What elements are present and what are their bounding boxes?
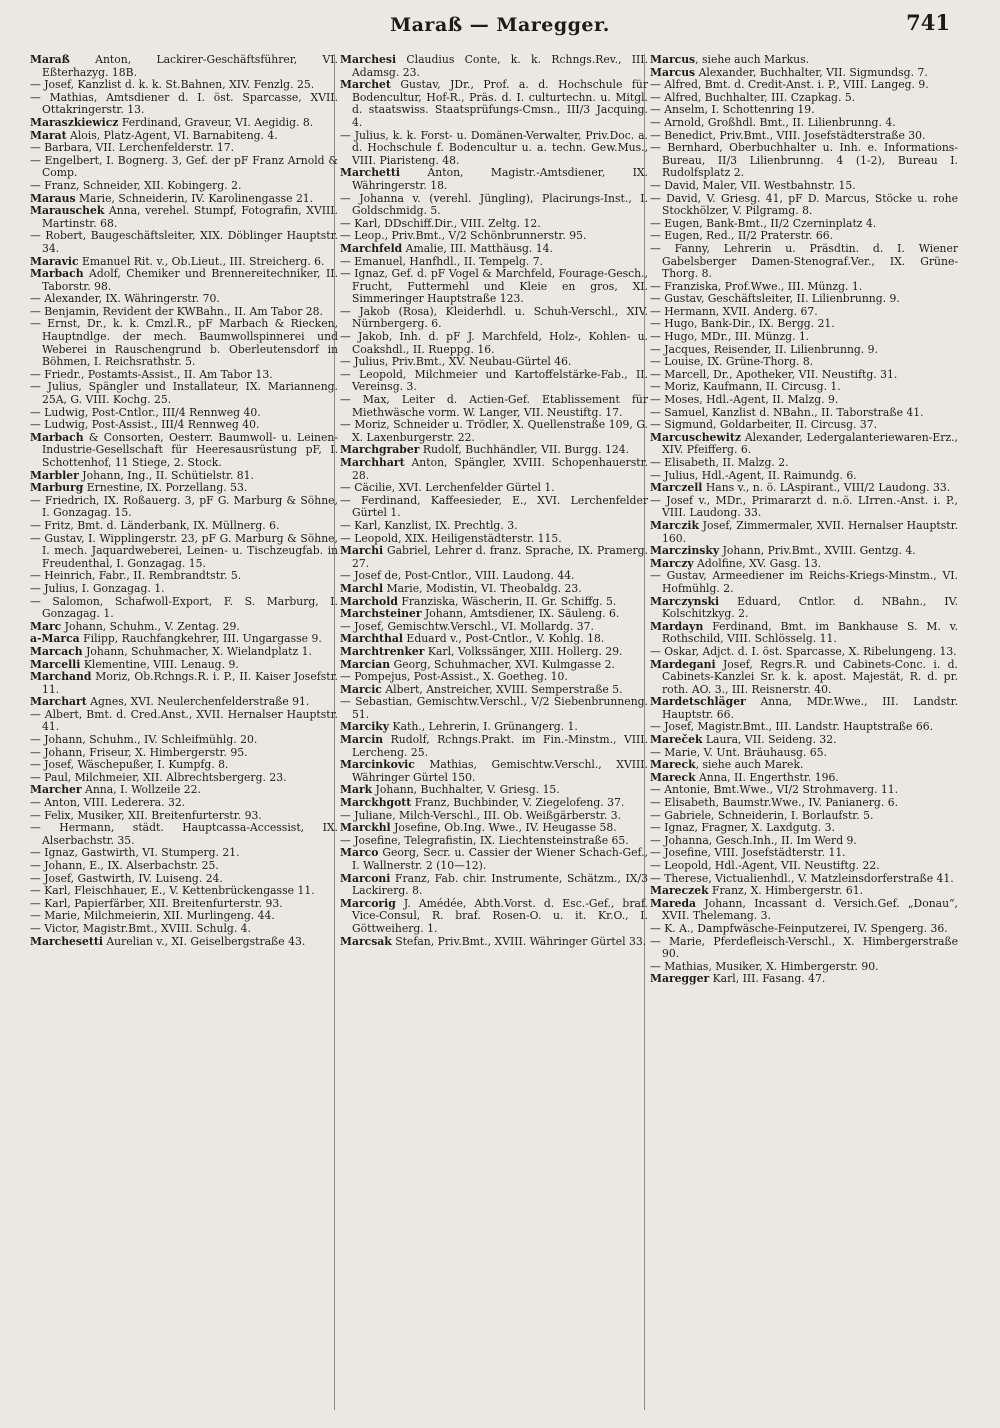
entry-details: — Elisabeth, II. Malzg. 2. — [650, 456, 789, 469]
entry-details: — Ignaz, Fragner, X. Laxdgutg. 3. — [650, 821, 835, 835]
entry-details: Karl, III. Fasang. 47. — [709, 972, 826, 986]
entry-details: Georg, Secr. u. Cassier der Wiener Schach-Gef., I. Wallnerstr. 2 (10—12). — [352, 846, 648, 872]
entry-details: — Benedict, Priv.Bmt., VIII. Josefstädterstraße 30. — [650, 128, 926, 142]
entry-surname: Maraß — [30, 53, 70, 66]
entry-details: — K. A., Dampfwäsche-Feinputzerei, IV. Spengerg. 36. — [650, 921, 948, 935]
directory-entry — [340, 457, 648, 482]
directory-entry — [340, 873, 648, 898]
entry-surname: Marcach — [30, 644, 83, 658]
entry-details: — Julius, I. Gonzagag. 1. — [30, 581, 165, 595]
entry-details: — Ludwig, Post-Assist., III/4 Rennweg 40. — [30, 418, 260, 432]
entry-details: — Alexander, IX. Währingerstr. 70. — [30, 292, 220, 306]
entry-details: — Josefine, VIII. Josefstädterstr. 11. — [650, 846, 846, 860]
entry-details: Klementine, VIII. Lenaug. 9. — [80, 657, 239, 671]
entry-surname: Marchold — [340, 594, 398, 608]
entry-details: — Hugo, MDr., III. Münzg. 1. — [650, 330, 810, 344]
entry-surname: Maraus — [30, 191, 76, 205]
directory-entry — [30, 92, 338, 117]
entry-details: — Julius, k. k. Forst- u. Domänen-Verwalter, Priv.Doc. a. d. Hochschule f. Bodencultur u. a. techn. Gew.Mus., VIII. Piaristeng. 48. — [340, 128, 648, 167]
entry-details: Josefine, Ob.Ing. Wwe., IV. Heugasse 58. — [390, 821, 617, 835]
directory-entry — [340, 394, 648, 419]
entry-details: — Jakob, Inh. d. pF J. Marchfeld, Holz-, Kohlen- u. Coakshdl., II. Rueppg. 16. — [340, 330, 648, 356]
directory-entry — [30, 495, 338, 520]
entry-surname: Marcus — [650, 53, 696, 66]
directory-entry — [340, 369, 648, 394]
entry-surname: Marcic — [340, 682, 382, 696]
entry-details: — Max, Leiter d. Actien-Gef. Etablissement für Miethwäsche vorm. W. Langer, VII. Neustiftg. 17. — [340, 393, 648, 419]
directory-entry — [30, 936, 338, 949]
entry-details: — Josefine, Telegrafistin, IX. Liechtensteinstraße 65. — [340, 833, 629, 847]
entry-details: — Leopold, Hdl.-Agent, VII. Neustiftg. 22. — [650, 859, 880, 872]
entry-details: Eduard, Cntlor. d. NBahn., IV. Kolschitzkyg. 2. — [662, 594, 958, 621]
entry-details: — Josef, Kanzlist d. k. k. St.Bahnen, XIV. Fenzlg. 25. — [30, 78, 315, 92]
entry-details: — Ignaz, Gastwirth, VI. Stumperg. 21. — [30, 846, 240, 860]
entry-details: Johann, Ing., II. Schütielstr. 81. — [78, 468, 254, 482]
entry-details: J. Amédée, Abth.Vorst. d. Esc.-Gef., braf. Vice-Consul, R. braf. Rosen-O. u. it. Kr.O., I. Göttweiherg. 1. — [352, 896, 648, 935]
entry-surname: Marcorig — [340, 896, 396, 910]
directory-entry — [30, 822, 338, 847]
entry-surname: Mardegani — [650, 657, 716, 671]
entry-details: , siehe auch Markus. — [695, 53, 810, 66]
entry-details: Filipp, Rauchfangkehrer, III. Ungargasse 9. — [79, 632, 322, 646]
entry-surname: Marcuschewitz — [650, 430, 741, 444]
entry-details: Laura, VII. Seideng. 32. — [702, 733, 837, 747]
entry-surname: Marcelli — [30, 657, 81, 671]
entry-details: — Karl, Kanzlist, IX. Prechtlg. 3. — [340, 518, 518, 532]
entry-details: — Paul, Milchmeier, XII. Albrechtsbergerg. 23. — [30, 770, 287, 784]
entry-surname: Marco — [340, 846, 379, 860]
directory-entry — [650, 936, 958, 961]
directory-entry — [340, 331, 648, 356]
entry-details: Claudius Conte, k. k. Rchngs.Rev., III. Adamsg. 23. — [352, 53, 648, 79]
entry-details: — Marie, Pferdefleisch-Verschl., X. Himbergerstraße 90. — [650, 934, 958, 961]
entry-surname: Marczy — [650, 556, 694, 570]
entry-surname: Marcian — [340, 657, 391, 671]
entry-surname: Mareczek — [650, 884, 709, 898]
entry-details: — Oskar, Adjct. d. I. öst. Sparcasse, X. Ribelungeng. 13. — [650, 644, 957, 658]
entry-details: — Sebastian, Gemischtw.Verschl., V/2 Siebenbrunneng. 51. — [340, 695, 648, 721]
directory-entry — [340, 759, 648, 784]
entry-details: — Leop., Priv.Bmt., V/2 Schönbrunnerstr. 95. — [340, 229, 587, 243]
entry-surname: Marciky — [340, 720, 390, 734]
entry-details: Albert, Anstreicher, XVIII. Semperstraße 5. — [381, 682, 623, 696]
directory-entry — [340, 130, 648, 168]
entry-details: Agnes, XVI. Neulerchenfelderstraße 91. — [86, 695, 310, 709]
directory-entry — [340, 936, 648, 949]
entry-details: — Gustav, I. Wipplingerstr. 23, pF G. Marburg & Söhne, I. mech. Jaquardweberei, Leinen- u. Tischzeugfab. in Freudenthal, I. Gonzagag. 15. — [30, 531, 338, 570]
entry-details: — Eugen, Bank-Bmt., II/2 Czerninplatz 4. — [650, 216, 877, 230]
entry-details: Johann, Incassant d. Versich.Gef. „Donau“, XVII. Thelemang. 3. — [662, 896, 958, 923]
entry-details: — Cäcilie, XVI. Lerchenfelder Gürtel 1. — [340, 481, 555, 495]
entry-details: — Gabriele, Schneiderin, I. Borlaufstr. 5. — [650, 808, 874, 822]
entry-details: — Felix, Musiker, XII. Breitenfurterstr. 93. — [30, 808, 262, 822]
entry-surname: Marbler — [30, 468, 79, 482]
entry-details: — Josef, Magistr.Bmt., III. Landstr. Hauptstraße 66. — [650, 720, 934, 734]
entry-details: Georg, Schuhmacher, XVI. Kulmgasse 2. — [390, 657, 615, 671]
entry-surname: Marburg — [30, 481, 84, 495]
page-number: 741 — [906, 10, 950, 35]
entry-details: — Moses, Hdl.-Agent, II. Malzg. 9. — [650, 393, 839, 407]
entry-details: — Robert, Baugeschäftsleiter, XIX. Döblinger Hauptstr. 34. — [30, 229, 338, 255]
entry-details: — Friedr., Postamts-Assist., II. Am Tabor 13. — [30, 367, 273, 381]
entry-surname: Marczynski — [650, 594, 720, 608]
entry-surname: Marchetti — [340, 166, 401, 180]
entry-surname: Marcin — [340, 733, 384, 747]
entry-details: — Juliane, Milch-Verschl., III. Ob. Weißgärberstr. 3. — [340, 808, 622, 822]
entry-details: — Karl, Fleischhauer, E., V. Kettenbrückengasse 11. — [30, 884, 315, 898]
entry-details: — Alfred, Buchhalter, III. Czapkag. 5. — [650, 90, 856, 104]
entry-details: Stefan, Priv.Bmt., XVIII. Währinger Gürtel 33. — [391, 934, 647, 948]
directory-entry — [650, 621, 958, 646]
entry-details: — Johanna, Gesch.Inh., II. Im Werd 9. — [650, 833, 857, 847]
entry-surname: Marchet — [340, 78, 391, 92]
entry-surname: Marchfeld — [340, 241, 403, 255]
entry-surname: Marconi — [340, 871, 391, 885]
entry-details: — Jakob (Rosa), Kleiderhdl. u. Schuh-Verschl., XIV. Nürnbergerg. 6. — [340, 304, 648, 331]
entry-details: — Karl, DDschiff.Dir., VIII. Zeltg. 12. — [340, 216, 541, 230]
entry-details: — Josef v., MDr., Primararzt d. n.ö. LIrren.-Anst. i. P., VIII. Laudong. 33. — [650, 493, 958, 520]
entry-surname: Marchgraber — [340, 443, 420, 457]
entry-details: Mathias, Gemischtw.Verschl., XVIII. Währinger Gürtel 150. — [352, 758, 648, 784]
directory-entry — [340, 545, 648, 570]
directory-entry — [30, 54, 338, 79]
entry-details: — Johann, E., IX. Alserbachstr. 25. — [30, 859, 219, 872]
entry-details: — Johann, Friseur, X. Himbergerstr. 95. — [30, 745, 248, 759]
entry-details: — Johann, Schuhm., IV. Schleifmühlg. 20. — [30, 733, 258, 747]
directory-entry — [650, 432, 958, 457]
entry-details: — Anselm, I. Schottenring 19. — [650, 103, 815, 117]
entry-details: — Mathias, Amtsdiener d. I. öst. Sparcasse, XVII. Ottakringerstr. 13. — [30, 90, 338, 117]
entry-details: — Ernst, Dr., k. k. Cmzl.R., pF Marbach & Riecken, Hauptndlge. der mech. Baumwollspinnerei und Weberei in Rauschengrund b. Oberleutensdorf in Böhmen, I. Reichsrathstr. 5. — [30, 317, 338, 369]
entry-surname: Maravic — [30, 254, 79, 268]
entry-details: Adolfine, XV. Gasg. 13. — [693, 556, 822, 570]
entry-details: Aurelian v., XI. Geiselbergstraße 43. — [102, 934, 306, 948]
directory-entry — [30, 155, 338, 180]
directory-entry — [30, 205, 338, 230]
entry-details: — Marcell, Dr., Apotheker, VII. Neustiftg. 31. — [650, 367, 898, 381]
entry-surname: Marchtrenker — [340, 644, 425, 658]
entry-details: — Friedrich, IX. Roßauerg. 3, pF G. Marburg & Söhne, I. Gonzagag. 15. — [30, 493, 338, 520]
column-middle — [340, 54, 648, 948]
entry-details: — Bernhard, Oberbuchhalter u. Inh. e. Informations-Bureau, II/3 Lilienbrunng. 4 (1-2), Bureau I. Rudolfsplatz 2. — [650, 141, 958, 180]
directory-entry — [30, 268, 338, 293]
column-right — [650, 54, 958, 986]
entry-surname: Marczik — [650, 518, 699, 532]
directory-entry — [340, 268, 648, 306]
entry-details: Emanuel Rit. v., Ob.Lieut., III. Streicherg. 6. — [78, 254, 325, 268]
entry-surname: Mareda — [650, 896, 697, 910]
entry-details: — Leopold, Milchmeier und Kartoffelstärke-Fab., II. Vereinsg. 3. — [340, 367, 648, 394]
entry-details: — Marie, Milchmeierin, XII. Murlingeng. 44. — [30, 909, 275, 923]
entry-details: — Engelbert, I. Bognerg. 3, Gef. der pF Franz Arnold & Comp. — [30, 153, 338, 180]
directory-entry — [30, 381, 338, 406]
entry-details: Ferdinand, Bmt. im Bankhause S. M. v. Rothschild, VIII. Schlösselg. 11. — [662, 619, 958, 646]
directory-entry — [650, 495, 958, 520]
entry-surname: Marckhl — [340, 821, 391, 835]
entry-details: — Arnold, Großhdl. Bmt., II. Lilienbrunng. 4. — [650, 115, 896, 129]
entry-details: Anna, MDr.Wwe., III. Landstr. Hauptstr. 66. — [662, 695, 958, 721]
entry-details: — Hermann, städt. Hauptcassa-Accessist, IX. Alserbachstr. 35. — [30, 821, 338, 847]
entry-details: — Eugen, Red., II/2 Praterstr. 66. — [650, 229, 834, 243]
entry-details: Johann, Schuhm., V. Zentag. 29. — [61, 619, 240, 633]
entry-details: — Hugo, Bank-Dir., IX. Bergg. 21. — [650, 317, 835, 331]
entry-details: — Hermann, XVII. Anderg. 67. — [650, 304, 818, 318]
entry-surname: Marcus — [650, 65, 696, 79]
entry-details: — Anton, VIII. Lederera. 32. — [30, 796, 186, 810]
directory-entry — [30, 709, 338, 734]
entry-details: Ferdinand, Graveur, VI. Aegidig. 8. — [118, 115, 314, 129]
entry-details: Johann, Schuhmacher, X. Wielandplatz 1. — [82, 644, 312, 658]
entry-details: Eduard v., Post-Cntlor., V. Kohlg. 18. — [403, 632, 605, 646]
entry-details: Alexander, Buchhalter, VII. Sigmundsg. 7. — [695, 65, 928, 79]
entry-details: Anna, II. Engerthstr. 196. — [695, 770, 839, 784]
entry-details: Franz, X. Himbergerstr. 61. — [708, 884, 864, 898]
entry-details: Amalie, III. Matthäusg. 14. — [402, 241, 553, 255]
entry-details: — Therese, Victualienhdl., V. Matzleinsdorferstraße 41. — [650, 871, 954, 885]
entry-surname: Marbach — [30, 430, 84, 444]
entry-surname: Mardayn — [650, 619, 704, 633]
entry-details: — Moriz, Kaufmann, II. Circusg. 1. — [650, 380, 841, 394]
directory-entry — [340, 167, 648, 192]
entry-details: — Ludwig, Post-Cntlor., III/4 Rennweg 40. — [30, 405, 261, 419]
entry-details: Anna, I. Wollzeile 22. — [81, 783, 201, 797]
entry-details: Josef, Zimmermaler, XVII. Hernalser Hauptstr. 160. — [662, 518, 958, 545]
entry-details: — Josef de, Post-Cntlor., VIII. Laudong. 44. — [340, 569, 575, 583]
entry-details: — Josef, Wäschepußer, I. Kumpfg. 8. — [30, 758, 229, 772]
entry-surname: Marchart — [30, 695, 87, 709]
entry-details: — Samuel, Kanzlist d. NBahn., II. Taborstraße 41. — [650, 405, 924, 419]
entry-details: — Jacques, Reisender, II. Lilienbrunng. 9. — [650, 342, 878, 356]
directory-entry — [340, 193, 648, 218]
entry-details: — Antonie, Bmt.Wwe., VI/2 Strohmaverg. 11. — [650, 783, 899, 797]
entry-details: — Salomon, Schafwoll-Export, F. S. Marburg, I. Gonzagag. 1. — [30, 594, 338, 621]
entry-details: — Ferdinand, Kaffeesieder, E., XVI. Lerchenfelder Gürtel 1. — [340, 493, 648, 520]
entry-details: Gustav, JDr., Prof. a. d. Hochschule für Bodencultur, Hof-R., Präs. d. I. culturtechn. u. Mitgl. d. staatswiss. Staatsprüfungs-Cmsn., III/3 Jacquing. 4. — [352, 78, 648, 129]
entry-surname: Mardetschläger — [650, 695, 746, 709]
entry-details: Johann, Buchhalter, V. Griesg. 15. — [372, 783, 560, 797]
entry-details: Kath., Lehrerin, I. Grünangerg. 1. — [389, 720, 578, 734]
entry-details: Alois, Platz-Agent, VI. Barnabiteng. 4. — [66, 128, 278, 142]
directory-entry — [340, 696, 648, 721]
entry-details: Johann, Priv.Bmt., XVIII. Gentzg. 4. — [719, 544, 916, 558]
entry-details: — Franz, Schneider, XII. Kobingerg. 2. — [30, 178, 242, 192]
entry-surname: Marc — [30, 619, 62, 633]
entry-details: Franz, Fab. chir. Instrumente, Schätzm., IX/3 Lackirerg. 8. — [352, 871, 648, 898]
entry-surname: Marauschek — [30, 204, 105, 218]
entry-details: Anna, verehel. Stumpf, Fotografin, XVIII. Martinstr. 68. — [42, 204, 338, 230]
entry-surname: Marat — [30, 128, 67, 142]
entry-surname: Marchesetti — [30, 934, 103, 948]
entry-details: — Gustav, Geschäftsleiter, II. Lilienbrunng. 9. — [650, 292, 900, 306]
entry-details: — Moriz, Schneider u. Trödler, X. Quellenstraße 109, G. X. Laxenburgerstr. 22. — [340, 418, 648, 444]
entry-details: Josef, Regrs.R. und Cabinets-Conc. i. d. Cabinets-Kanzlei Sr. k. k. apost. Majestät, R. d. pr. roth. AO. 3., III. Reisnerstr. 40. — [662, 657, 958, 696]
entry-details: Anton, Spängler, XVIII. Schopenhauerstr. 28. — [352, 456, 648, 482]
entry-details: — Fritz, Bmt. d. Länderbank, IX. Müllnerg. 6. — [30, 518, 280, 532]
entry-details: — Julius, Priv.Bmt., XV. Neubau-Gürtel 46. — [340, 355, 572, 369]
directory-entry — [340, 847, 648, 872]
entry-details: — Sigmund, Goldarbeiter, II. Circusg. 37. — [650, 418, 878, 432]
entry-surname: Marcinkovic — [340, 758, 415, 772]
entry-details: Anton, Magistr.-Amtsdiener, IX. Währingerstr. 18. — [352, 166, 648, 192]
entry-details: — Mathias, Musiker, X. Himbergerstr. 90. — [650, 959, 879, 973]
entry-details: — Fanny, Lehrerin u. Präsdtin. d. I. Wiener Gabelsberger Damen-Stenograf.Ver., IX. Grüne-Thorg. 8. — [650, 241, 958, 281]
directory-entry — [650, 898, 958, 923]
entry-details: — Alfred, Bmt. d. Credit-Anst. i. P., VIII. Langeg. 9. — [650, 78, 929, 92]
entry-surname: Marcher — [30, 783, 82, 797]
directory-entry — [650, 142, 958, 180]
entry-details: Marie, Schneiderin, IV. Karolinengasse 21. — [75, 191, 314, 205]
entry-details: — Ignaz, Gef. d. pF Vogel & Marchfeld, Fourage-Gesch., Frucht, Futtermehl und Kleie en gros, XI. Simmeringer Hauptstraße 123. — [340, 267, 648, 306]
directory-entry — [30, 230, 338, 255]
entry-details: — Leopold, XIX. Heiligenstädterstr. 115. — [340, 531, 562, 545]
entry-surname: Marchl — [340, 581, 384, 595]
entry-surname: Marbach — [30, 267, 84, 281]
directory-entry — [30, 533, 338, 571]
directory-entry — [30, 671, 338, 696]
entry-surname: Marchi — [340, 544, 384, 558]
entry-details: — Josef, Gemischtw.Verschl., VI. Mollardg. 37. — [340, 619, 594, 633]
entry-surname: Marcsak — [340, 934, 392, 948]
entry-details: Karl, Volkssänger, XIII. Hollerg. 29. — [424, 644, 623, 658]
directory-entry — [650, 243, 958, 281]
entry-surname: Mareck — [650, 758, 696, 772]
entry-details: Anton, Lackirer-Geschäftsführer, VI. Eßterhazyg. 18B. — [42, 53, 338, 79]
entry-surname: Maregger — [650, 972, 710, 986]
directory-entry — [30, 432, 338, 470]
directory-entry — [340, 306, 648, 331]
entry-details: Ernestine, IX. Porzellang. 53. — [83, 481, 248, 495]
entry-details: , siehe auch Marek. — [695, 758, 804, 772]
entry-details: — Albert, Bmt. d. Cred.Anst., XVII. Hernalser Hauptstr. 41. — [30, 707, 338, 734]
entry-details: — Julius, Spängler und Installateur, IX. Marianneng. 25A, G. VIII. Kochg. 25. — [30, 380, 338, 407]
entry-details: Hans v., n. ö. LAspirant., VIII/2 Laudong. 33. — [702, 481, 951, 495]
directory-entry — [30, 596, 338, 621]
directory-entry — [340, 495, 648, 520]
page-header — [0, 10, 1000, 48]
entry-details: — Josef, Gastwirth, IV. Luiseng. 24. — [30, 871, 223, 885]
entry-details: Rudolf, Rchngs.Prakt. im Fin.-Minstm., VIII. Lercheng. 25. — [352, 733, 648, 759]
entry-details: Alexander, Ledergalanteriewaren-Erz., XIV. Pfeifferg. 6. — [662, 430, 958, 457]
directory-entry — [340, 734, 648, 759]
entry-details: — Barbara, VII. Lerchenfelderstr. 17. — [30, 141, 235, 155]
entry-details: Johann, Amtsdiener, IX. Säuleng. 6. — [421, 607, 620, 621]
entry-details: — Pompejus, Post-Assist., X. Goetheg. 10. — [340, 670, 568, 684]
entry-details: — Victor, Magistr.Bmt., XVIII. Schulg. 4. — [30, 921, 251, 935]
directory-entry — [340, 898, 648, 936]
directory-entry — [650, 596, 958, 621]
entry-surname: Marchthal — [340, 632, 403, 646]
entry-details: Franziska, Wäscherin, II. Gr. Schiffg. 5. — [397, 594, 617, 608]
directory-entry — [650, 696, 958, 721]
entry-details: — David, V. Griesg. 41, pF D. Marcus, Stöcke u. rohe Stockhölzer, V. Pilgramg. 8. — [650, 191, 958, 218]
directory-entry — [340, 54, 648, 79]
entry-details: Moriz, Ob.Rchngs.R. i. P., II. Kaiser Josefstr. 11. — [42, 670, 338, 696]
entry-details: — Heinrich, Fabr., II. Rembrandtstr. 5. — [30, 569, 242, 583]
entry-surname: Mark — [340, 783, 373, 797]
directory-entry — [340, 79, 648, 129]
entry-details: — Benjamin, Revident der KWBahn., II. Am Tabor 28. — [30, 304, 323, 318]
entry-surname: Mareck — [650, 770, 696, 784]
directory-entry — [650, 193, 958, 218]
entry-details: — Julius, Hdl.-Agent, II. Raimundg. 6. — [650, 468, 857, 482]
entry-details: — Louise, IX. Grüne-Thorg. 8. — [650, 355, 814, 369]
directory-entry — [650, 570, 958, 595]
entry-details: — Franziska, Prof.Wwe., III. Münzg. 1. — [650, 279, 863, 293]
entry-details: — Johanna v. (verehl. Jüngling), Placirungs-Inst., I. Goldschmidg. 5. — [340, 191, 648, 218]
entry-details: Franz, Buchbinder, V. Ziegelofeng. 37. — [411, 796, 625, 810]
entry-surname: Maraszkiewicz — [30, 115, 119, 129]
entry-surname: Marckhgott — [340, 796, 412, 810]
column-left — [30, 54, 338, 948]
entry-surname: Marchhart — [340, 456, 405, 469]
directory-entry — [650, 973, 958, 986]
entry-surname: Marchesi — [340, 53, 397, 66]
directory-entry — [340, 419, 648, 444]
entry-surname: a-Marca — [30, 632, 80, 646]
entry-surname: Mareček — [650, 733, 703, 747]
entry-surname: Marchsteiner — [340, 607, 422, 621]
entry-details: — Gustav, Armeediener im Reichs-Kriegs-Minstm., VI. Hofmühlg. 2. — [650, 569, 958, 595]
entry-details: — Emanuel, Hanfhdl., II. Tempelg. 7. — [340, 254, 544, 268]
entry-details: Rudolf, Buchhändler, VII. Burgg. 124. — [419, 443, 630, 457]
entry-surname: Marczinsky — [650, 544, 720, 558]
entry-details: — David, Maler, VII. Westbahnstr. 15. — [650, 178, 856, 192]
entry-surname: Marchand — [30, 670, 92, 684]
directory-entry — [650, 520, 958, 545]
entry-details: Marie, Modistin, VI. Theobaldg. 23. — [383, 581, 582, 595]
entry-details: — Karl, Papierfärber, XII. Breitenfurterstr. 93. — [30, 896, 283, 910]
directory-entry — [30, 318, 338, 368]
entry-details: — Elisabeth, Baumstr.Wwe., IV. Panianerg. 6. — [650, 796, 899, 810]
page-title: Maraß — Maregger. — [390, 14, 610, 36]
entry-details: & Consorten, Oesterr. Baumwoll- u. Leinen-Industrie-Gesellschaft für Heeresausrüstung pF, I. Schottenhof, 11 Stiege, 2. Stock. — [42, 430, 338, 469]
entry-surname: Marczell — [650, 481, 703, 495]
directory-entry — [650, 659, 958, 697]
entry-details: Gabriel, Lehrer d. franz. Sprache, IX. Pramerg. 27. — [352, 544, 648, 570]
entry-details: Adolf, Chemiker und Brennereitechniker, II. Taborstr. 98. — [42, 267, 338, 293]
entry-details: — Marie, V. Unt. Bräuhausg. 65. — [650, 745, 827, 759]
